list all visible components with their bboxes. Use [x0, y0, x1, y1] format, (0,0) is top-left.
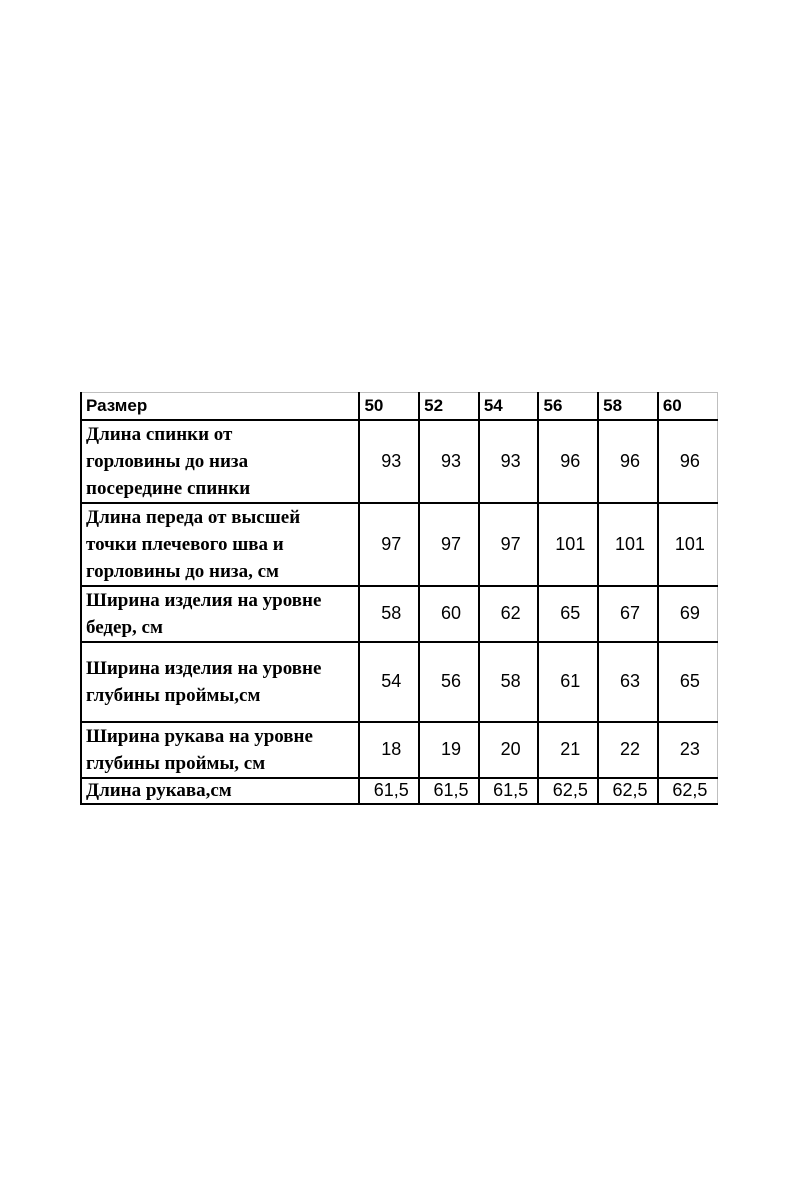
row-label [81, 503, 359, 586]
table-cell: 101 [658, 503, 718, 586]
row-label-line: Длина рукава,см [86, 779, 232, 801]
table-cell: 93 [479, 420, 539, 503]
table-cell: 61,5 [419, 778, 479, 804]
size-header-50: 50 [359, 393, 419, 420]
table-row-armhole-width [81, 642, 718, 722]
table-cell: 20 [479, 722, 539, 778]
table-cell: 101 [598, 503, 658, 586]
table-cell: 54 [359, 642, 419, 722]
table-cell: 69 [658, 586, 718, 642]
table-cell: 96 [598, 420, 658, 503]
table-row-hip-width [81, 586, 718, 642]
table-cell: 97 [479, 503, 539, 586]
table-cell: 65 [658, 642, 718, 722]
table-cell: 23 [658, 722, 718, 778]
table-row-sleeve-length [81, 778, 718, 804]
table-cell: 96 [538, 420, 598, 503]
size-header-58: 58 [598, 393, 658, 420]
row-label-line: Ширина изделия на уровне [86, 589, 322, 611]
row-label [81, 642, 359, 722]
table-cell: 97 [359, 503, 419, 586]
row-label-line: Длина переда от высшей [86, 506, 301, 528]
size-header-label: Размер [81, 393, 359, 420]
row-label [81, 778, 359, 804]
table-cell: 22 [598, 722, 658, 778]
size-header-56: 56 [538, 393, 598, 420]
size-header-52: 52 [419, 393, 479, 420]
table-cell: 58 [359, 586, 419, 642]
table-cell: 97 [419, 503, 479, 586]
row-label-line: горловины до низа [86, 450, 249, 472]
table-cell: 58 [479, 642, 539, 722]
row-label-line: глубины проймы, см [86, 752, 266, 774]
table-cell: 62,5 [538, 778, 598, 804]
table-cell: 62 [479, 586, 539, 642]
table-cell: 60 [419, 586, 479, 642]
row-label-line: посередине спинки [86, 477, 251, 499]
header-row [81, 393, 718, 420]
row-label-line: Ширина рукава на уровне [86, 725, 313, 747]
table-row-front-length [81, 503, 718, 586]
row-label-line: горловины до низа, см [86, 560, 279, 582]
row-label-line: Ширина изделия на уровне [86, 657, 322, 679]
size-header-60: 60 [658, 393, 718, 420]
row-label [81, 586, 359, 642]
table-cell: 96 [658, 420, 718, 503]
table-row-back-length [81, 420, 718, 503]
table-row-sleeve-width [81, 722, 718, 778]
table-cell: 61,5 [479, 778, 539, 804]
row-label-line: глубины проймы,см [86, 684, 261, 706]
table-cell: 65 [538, 586, 598, 642]
row-label [81, 722, 359, 778]
row-label [81, 420, 359, 503]
table-cell: 61,5 [359, 778, 419, 804]
table-cell: 62,5 [658, 778, 718, 804]
row-label-line: Длина спинки от [86, 423, 233, 445]
table-cell: 56 [419, 642, 479, 722]
table-cell: 21 [538, 722, 598, 778]
table-cell: 93 [359, 420, 419, 503]
table-cell: 67 [598, 586, 658, 642]
table-cell: 61 [538, 642, 598, 722]
size-chart-table [80, 392, 718, 805]
row-label-line: бедер, см [86, 616, 163, 638]
table-cell: 93 [419, 420, 479, 503]
size-header-54: 54 [479, 393, 539, 420]
table-cell: 19 [419, 722, 479, 778]
row-label-line: точки плечевого шва и [86, 533, 284, 555]
table-cell: 101 [538, 503, 598, 586]
table-cell: 63 [598, 642, 658, 722]
table-cell: 62,5 [598, 778, 658, 804]
table-cell: 18 [359, 722, 419, 778]
